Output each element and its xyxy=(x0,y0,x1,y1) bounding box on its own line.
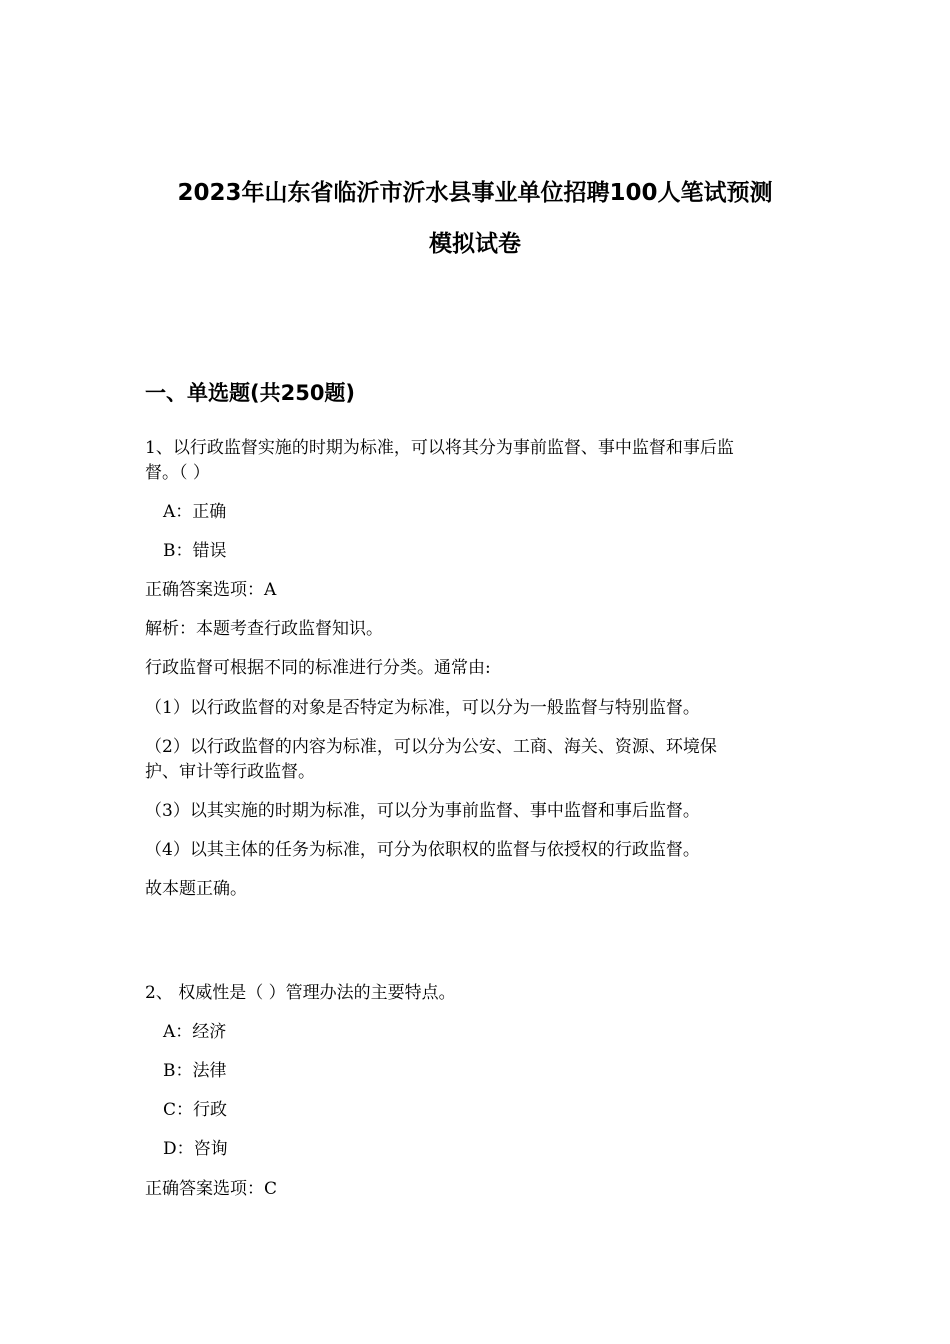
section-heading: 一、单选题(共250题) xyxy=(145,381,356,405)
question-1-analysis-line-8: 故本题正确。 xyxy=(145,879,247,899)
question-2-option-d: D：咨询 xyxy=(163,1139,228,1159)
question-2-option-a: A：经济 xyxy=(163,1022,227,1042)
question-1-answer: 正确答案选项：A xyxy=(145,580,277,600)
question-1-analysis-line-1: 解析：本题考查行政监督知识。 xyxy=(145,619,383,639)
question-2-option-b: B：法律 xyxy=(163,1061,227,1081)
question-1-analysis-line-4: （2）以行政监督的内容为标准，可以分为公安、工商、海关、资源、环境保 xyxy=(145,737,717,757)
question-1-analysis-line-5: 护、审计等行政监督。 xyxy=(145,762,315,782)
question-1-analysis-line-3: （1）以行政监督的对象是否特定为标准，可以分为一般监督与特别监督。 xyxy=(145,698,700,718)
question-2-option-c: C：行政 xyxy=(163,1100,228,1120)
question-1-stem-line-1: 1、以行政监督实施的时期为标准，可以将其分为事前监督、事中监督和事后监 xyxy=(145,438,734,458)
document-title-line-1: 2023年山东省临沂市沂水县事业单位招聘100人笔试预测 xyxy=(177,180,773,206)
document-title-line-2: 模拟试卷 xyxy=(429,231,521,257)
question-2-stem: 2、 权威性是（ ）管理办法的主要特点。 xyxy=(145,983,456,1003)
question-2-answer: 正确答案选项：C xyxy=(145,1179,278,1199)
question-1-option-a: A：正确 xyxy=(163,502,227,522)
question-1-analysis-line-6: （3）以其实施的时期为标准，可以分为事前监督、事中监督和事后监督。 xyxy=(145,801,700,821)
question-1-stem-line-2: 督。（ ） xyxy=(145,463,210,483)
question-1-analysis-line-7: （4）以其主体的任务为标准，可分为依职权的监督与依授权的行政监督。 xyxy=(145,840,700,860)
question-1-analysis-line-2: 行政监督可根据不同的标准进行分类。通常由: xyxy=(145,658,491,678)
question-1-option-b: B：错误 xyxy=(163,541,227,561)
